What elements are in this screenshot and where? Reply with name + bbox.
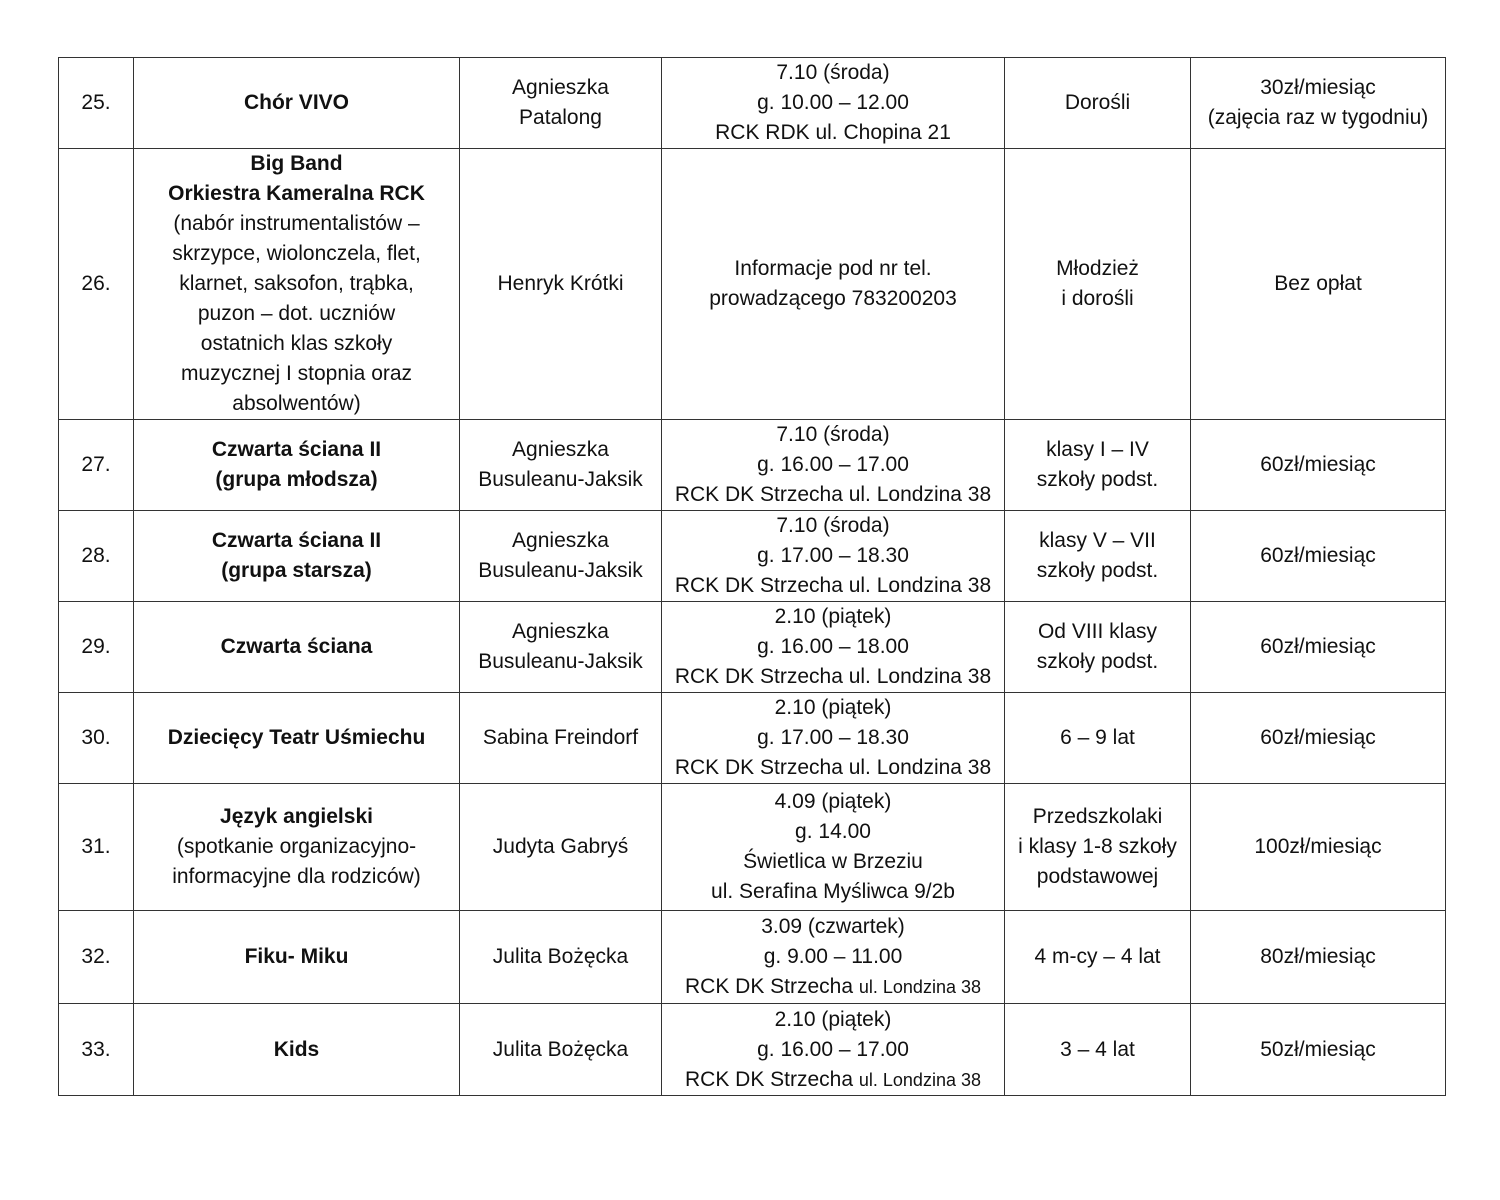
leader: Julita Bożęcka — [460, 1004, 662, 1096]
schedule: 4.09 (piątek) g. 14.00 Świetlica w Brzeziu ul. Serafina Myśliwca 9/2b — [662, 784, 1005, 911]
row-number: 30. — [59, 693, 134, 784]
activity-name: Big Band Orkiestra Kameralna RCK (nabór instrumentalistów – skrzypce, wiolonczela, flet, klarnet, saksofon, trąbka, puzon – dot. uczniów ostatnich klas szkoły muzycznej I stopnia oraz absolwentów) — [134, 149, 460, 420]
schedule: 2.10 (piątek) g. 16.00 – 18.00 RCK DK Strzecha ul. Londzina 38 — [662, 602, 1005, 693]
fee: 100zł/miesiąc — [1191, 784, 1446, 911]
activity-name: Czwarta ściana — [134, 602, 460, 693]
schedule: 3.09 (czwartek) g. 9.00 – 11.00 RCK DK Strzecha ul. Londzina 38 — [662, 911, 1005, 1004]
table-row — [59, 511, 1446, 602]
table-row — [59, 911, 1446, 1004]
schedule: 7.10 (środa) g. 16.00 – 17.00 RCK DK Strzecha ul. Londzina 38 — [662, 420, 1005, 511]
schedule: 7.10 (środa) g. 17.00 – 18.30 RCK DK Strzecha ul. Londzina 38 — [662, 511, 1005, 602]
fee: 60zł/miesiąc — [1191, 693, 1446, 784]
activity-name: Język angielski (spotkanie organizacyjno- informacyjne dla rodziców) — [134, 784, 460, 911]
table-row — [59, 693, 1446, 784]
fee: 50zł/miesiąc — [1191, 1004, 1446, 1096]
schedule: Informacje pod nr tel. prowadzącego 783200203 — [662, 149, 1005, 420]
fee: 60zł/miesiąc — [1191, 511, 1446, 602]
audience: 3 – 4 lat — [1005, 1004, 1191, 1096]
fee: 30zł/miesiąc (zajęcia raz w tygodniu) — [1191, 58, 1446, 149]
schedule: 2.10 (piątek) g. 16.00 – 17.00 RCK DK Strzecha ul. Londzina 38 — [662, 1004, 1005, 1096]
leader: Judyta Gabryś — [460, 784, 662, 911]
activity-name: Czwarta ściana II (grupa młodsza) — [134, 420, 460, 511]
row-number: 31. — [59, 784, 134, 911]
audience: Przedszkolaki i klasy 1-8 szkoły podstawowej — [1005, 784, 1191, 911]
audience: 6 – 9 lat — [1005, 693, 1191, 784]
leader: Agnieszka Busuleanu-Jaksik — [460, 511, 662, 602]
row-number: 29. — [59, 602, 134, 693]
leader: Agnieszka Busuleanu-Jaksik — [460, 420, 662, 511]
row-number: 32. — [59, 911, 134, 1004]
schedule: 7.10 (środa) g. 10.00 – 12.00 RCK RDK ul. Chopina 21 — [662, 58, 1005, 149]
table-row — [59, 784, 1446, 911]
fee: 60zł/miesiąc — [1191, 602, 1446, 693]
activity-name: Fiku- Miku — [134, 911, 460, 1004]
row-number: 26. — [59, 149, 134, 420]
audience: Od VIII klasy szkoły podst. — [1005, 602, 1191, 693]
leader: Agnieszka Busuleanu-Jaksik — [460, 602, 662, 693]
fee: 80zł/miesiąc — [1191, 911, 1446, 1004]
audience: Dorośli — [1005, 58, 1191, 149]
row-number: 25. — [59, 58, 134, 149]
audience: 4 m-cy – 4 lat — [1005, 911, 1191, 1004]
row-number: 33. — [59, 1004, 134, 1096]
table-row — [59, 149, 1446, 420]
table-row — [59, 58, 1446, 149]
schedule: 2.10 (piątek) g. 17.00 – 18.30 RCK DK Strzecha ul. Londzina 38 — [662, 693, 1005, 784]
fee: Bez opłat — [1191, 149, 1446, 420]
activity-name: Dziecięcy Teatr Uśmiechu — [134, 693, 460, 784]
leader: Henryk Krótki — [460, 149, 662, 420]
table-row — [59, 602, 1446, 693]
activity-name: Czwarta ściana II (grupa starsza) — [134, 511, 460, 602]
leader: Julita Bożęcka — [460, 911, 662, 1004]
activity-name: Chór VIVO — [134, 58, 460, 149]
row-number: 28. — [59, 511, 134, 602]
audience: Młodzież i dorośli — [1005, 149, 1191, 420]
table-row — [59, 1004, 1446, 1096]
leader: Sabina Freindorf — [460, 693, 662, 784]
leader: Agnieszka Patalong — [460, 58, 662, 149]
table-row — [59, 420, 1446, 511]
activities-table — [58, 57, 1446, 1096]
audience: klasy I – IV szkoły podst. — [1005, 420, 1191, 511]
audience: klasy V – VII szkoły podst. — [1005, 511, 1191, 602]
row-number: 27. — [59, 420, 134, 511]
fee: 60zł/miesiąc — [1191, 420, 1446, 511]
activity-name: Kids — [134, 1004, 460, 1096]
